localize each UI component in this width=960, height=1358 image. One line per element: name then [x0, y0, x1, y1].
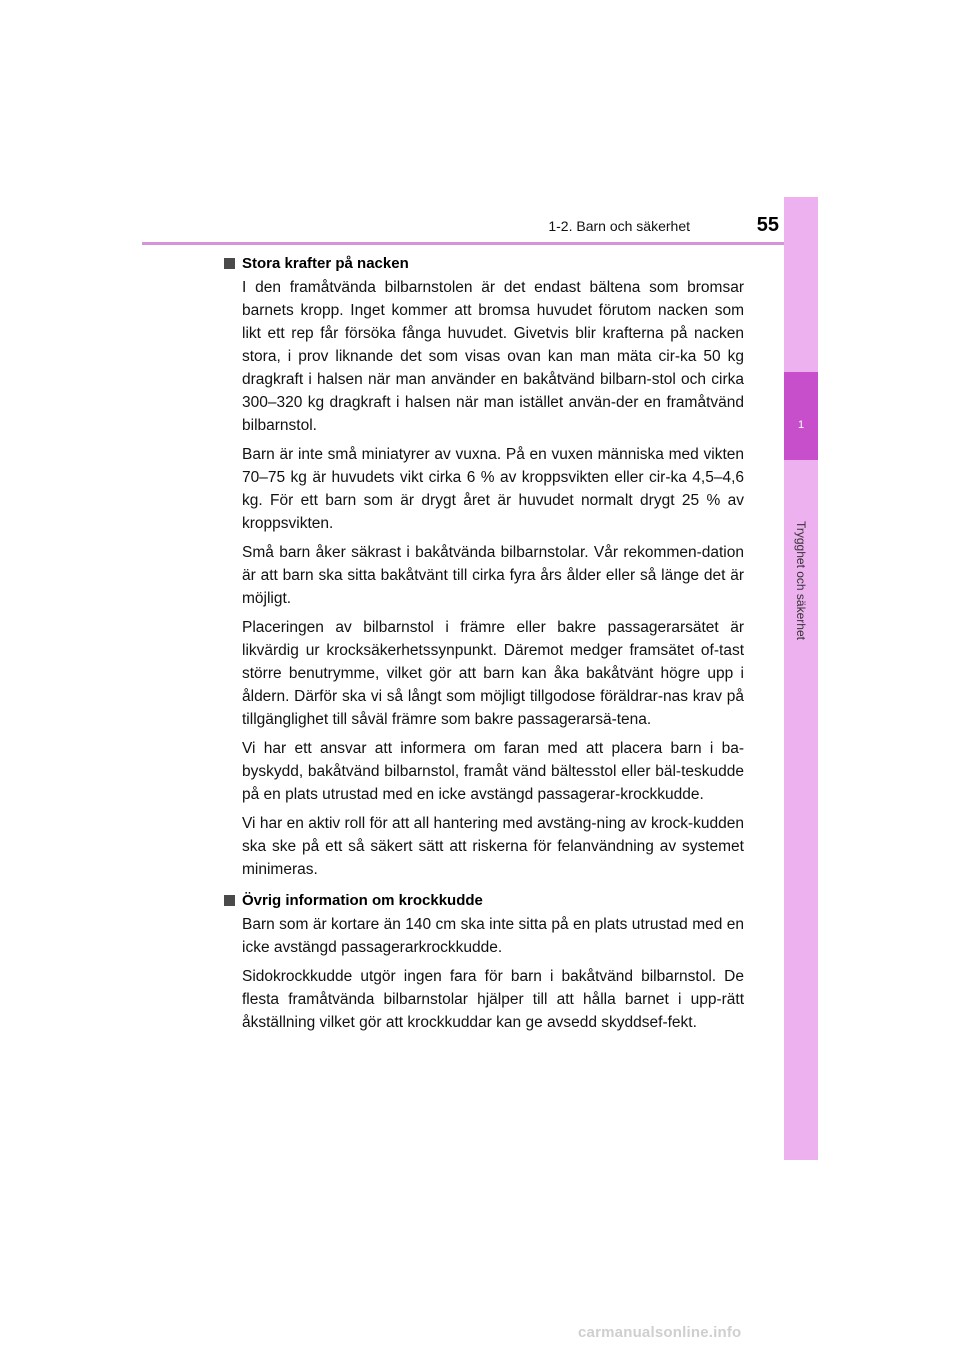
section-heading-airbag-info	[224, 889, 744, 913]
page-content	[224, 252, 744, 1040]
section-heading-text: Övrig information om krockkudde	[242, 892, 483, 909]
header-divider	[142, 242, 818, 245]
paragraph: Små barn åker säkrast i bakåtvända bilbarnstolar. Vår rekommen-dation är att barn ska sitta bakåtvänt till cirka fyra års ålder eller så länge det är möjligt.	[242, 544, 744, 607]
section-heading-text: Stora krafter på nacken	[242, 255, 409, 272]
square-bullet-icon	[224, 895, 235, 906]
paragraph: I den framåtvända bilbarnstolen är det endast bältena som bromsar barnets kropp. Inget kommer att bromsa huvudet förutom nacken som likt ett rep får försöka fånga huvudet. Givetvis blir krafterna på nacken stora, i prov liknande det som visas ovan kan man mäta cir-ka 50 kg dragkraft i halsen när man använder en bakåtvänd bilbarn-stol och cirka 300–320 kg dragkraft i halsen när man istället använ-der en framåtvänd bilbarnstol.	[242, 279, 744, 434]
paragraph: Barn som är kortare än 140 cm ska inte sitta på en plats utrustad med en icke avstängd passagerarkrockkudde.	[242, 916, 744, 956]
chapter-title-vertical: Trygghet och säkerhet	[794, 521, 808, 640]
chapter-number: 1	[797, 419, 805, 431]
paragraph: Sidokrockkudde utgör ingen fara för barn i bakåtvänd bilbarnstol. De flesta framåtvända bilbarnstolar hjälper till att hålla barnet i upp-rätt åkställning vilket gör att krockkuddar kan ge avsedd skyddsef-fekt.	[242, 968, 744, 1031]
paragraph: Vi har ett ansvar att informera om faran med att placera barn i ba-byskydd, bakåtvänd bilbarnstol, framåt vänd bältesstol eller bäl-teskudde på en plats utrustad med en icke avstängd passagerar-krockkudde.	[242, 740, 744, 803]
header-section-title: 1-2. Barn och säkerhet	[548, 218, 690, 234]
paragraph: Barn är inte små miniatyrer av vuxna. På en vuxen människa med vikten 70–75 kg är huvudets vikt cirka 6 % av kroppsvikten eller cir-ka 4,5–4,6 kg. För ett barn som är drygt året är huvudet normalt drygt 25 % av kroppsvikten.	[242, 446, 744, 532]
page-number: 55	[756, 214, 779, 236]
section-heading-neck-forces	[224, 252, 744, 276]
chapter-side-tab	[784, 197, 818, 1160]
square-bullet-icon	[224, 258, 235, 269]
paragraph: Vi har en aktiv roll för att all hantering med avstäng-ning av krock-kudden ska ske på ett så säkert sätt att riskerna för felanvändning av systemet minimeras.	[242, 815, 744, 878]
chapter-side-tab-active	[784, 372, 818, 460]
paragraph: Placeringen av bilbarnstol i främre eller bakre passagerarsätet är likvärdig ur krocksäkerhetssynpunkt. Däremot medger framsätet of-tast större benutrymme, vilket gör att barn kan åka bakåtvänt högre upp i åldern. Därför ska vi så långt som möjligt tillgodose föräldrar-nas krav på tillgänglighet till såväl främre som bakre passagerarsä-tena.	[242, 619, 744, 728]
footer-watermark: carmanualsonline.info	[578, 1324, 742, 1341]
